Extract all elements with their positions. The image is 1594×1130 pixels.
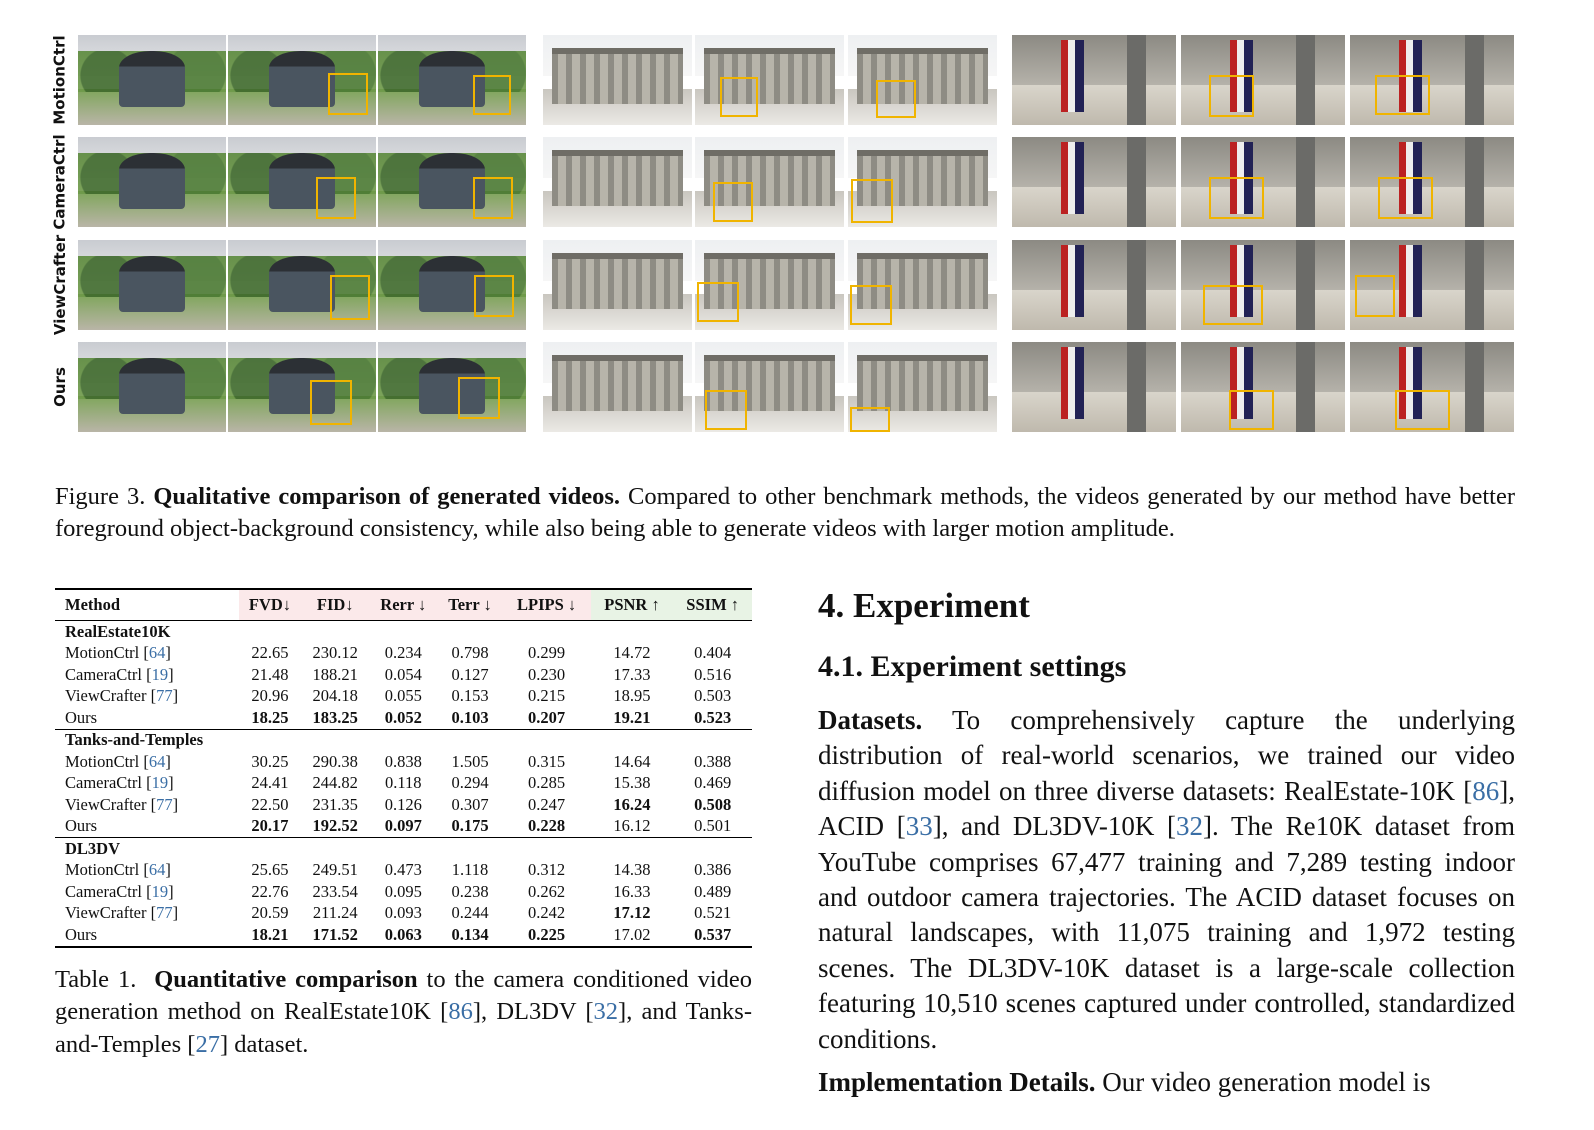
header-terr: Terr ↓: [438, 589, 503, 621]
metric-cell: 0.095: [384, 881, 422, 901]
table-caption: [55, 964, 752, 1062]
video-frame: [78, 35, 226, 125]
metric-cell: 17.12: [613, 903, 651, 923]
table-caption-text: to the camera conditioned video generation method on RealEstate10K [: [55, 965, 753, 1025]
header-psnr: PSNR ↑: [591, 589, 674, 621]
metric-cell: 22.65: [251, 643, 289, 663]
method-cell: MotionCtrl [64]: [65, 860, 171, 880]
metric-cell: 0.097: [384, 816, 422, 836]
highlight-box: [697, 282, 739, 322]
video-frame: [848, 342, 997, 432]
table-row: [55, 643, 752, 665]
metric-cell: 14.64: [613, 751, 651, 771]
highlight-box: [850, 407, 890, 432]
video-frame: [1350, 35, 1514, 125]
video-frame: [543, 240, 692, 330]
metric-cell: 171.52: [301, 924, 369, 947]
metric-cell: 0.103: [451, 707, 489, 727]
video-frame: [543, 137, 692, 227]
metric-cell: 0.175: [451, 816, 489, 836]
video-frame: [1181, 240, 1345, 330]
video-frame: [695, 35, 844, 125]
group-name: Tanks-and-Temples: [55, 729, 752, 751]
metric-cell: 1.118: [451, 860, 489, 880]
method-cell: [55, 924, 239, 947]
highlight-box: [1375, 75, 1430, 115]
group-header-row: [55, 729, 752, 751]
metric-cell: 24.41: [251, 773, 289, 793]
highlight-box: [1395, 390, 1450, 430]
table-1: [55, 588, 752, 1086]
metric-cell: 230.12: [312, 643, 358, 663]
metric-cell: 0.386: [694, 860, 732, 880]
datasets-paragraph: [818, 703, 1515, 1057]
metric-cell: 0.294: [451, 773, 489, 793]
metric-cell: 0.285: [527, 773, 566, 793]
metric-cell: 16.33: [613, 881, 651, 901]
group-name: RealEstate10K: [65, 621, 171, 641]
metric-cell: 17.33: [613, 664, 651, 684]
row-label: [48, 342, 72, 432]
metric-cell: 0.503: [694, 686, 732, 706]
right-column: [818, 585, 1515, 1100]
table-caption-title: Quantitative comparison: [154, 965, 418, 993]
metric-cell: 290.38: [312, 751, 358, 771]
metric-cell: 16.24: [613, 794, 651, 814]
video-frame: [695, 137, 844, 227]
section-title: 4. Experiment: [818, 586, 1030, 625]
paragraph-text: ]. The Re10K dataset from YouTube comprises 67,477 training and 7,289 testing indoor and outdoor camera trajectories. The ACID dataset focuses on natural landscapes, with 11,075 training and 1,972 testing scenes. The DL3DV-10K dataset is a large-scale collection featuring 10,510 scenes captured under controlled, standardized conditions.: [818, 811, 1516, 1054]
video-frame: [848, 137, 997, 227]
video-frame: [228, 137, 376, 227]
metric-cell: 0.798: [451, 643, 489, 663]
table-row: [55, 707, 752, 729]
metric-cell: 0.404: [694, 643, 732, 663]
highlight-box: [1209, 75, 1254, 117]
metric-cell: 0.537: [673, 924, 752, 947]
metric-cell: 0.238: [451, 881, 489, 901]
video-frame: [1181, 137, 1345, 227]
highlight-box: [705, 390, 747, 430]
method-cell: ViewCrafter [77]: [65, 903, 179, 923]
header-method: Method: [55, 589, 239, 621]
video-frame: [848, 240, 997, 330]
metric-cell: 0.215: [527, 686, 566, 706]
table-body: [55, 621, 752, 947]
implementation-paragraph: [818, 1065, 1515, 1100]
metric-cell: 0.228: [527, 816, 566, 836]
highlight-box: [330, 275, 370, 320]
citation-link[interactable]: 19: [151, 881, 169, 901]
table-row: [55, 924, 752, 947]
method-name: Ours: [65, 816, 98, 836]
citation-link[interactable]: 64: [148, 751, 166, 771]
figure-caption-label: Figure 3.: [55, 483, 146, 510]
video-frame: [378, 35, 526, 125]
metric-cell: 0.521: [694, 903, 732, 923]
header-fid: FID↓: [301, 589, 369, 621]
metric-cell: 0.469: [694, 773, 732, 793]
video-frame: [1350, 240, 1514, 330]
metric-cell: 0.207: [527, 707, 566, 727]
figure-caption-title: Qualitative comparison of generated videos.: [153, 483, 621, 510]
metric-cell: 0.063: [369, 924, 438, 947]
highlight-box: [473, 75, 511, 115]
method-name: Ours: [65, 707, 98, 727]
metric-cell: 0.127: [451, 664, 489, 684]
row-label: [48, 234, 72, 336]
metric-cell: 21.48: [251, 664, 289, 684]
metric-cell: 233.54: [312, 881, 358, 901]
citation-link[interactable]: 27: [195, 1030, 220, 1058]
metric-cell: 18.95: [613, 686, 651, 706]
citation-link[interactable]: 32: [593, 998, 619, 1025]
highlight-box: [1203, 285, 1263, 325]
citation-link[interactable]: 77: [156, 686, 173, 706]
video-frame: [378, 240, 526, 330]
header-fvd: FVD↓: [239, 589, 302, 621]
method-cell: [55, 707, 239, 729]
metric-cell: 0.247: [527, 794, 566, 814]
video-frame: [78, 137, 226, 227]
video-frame: [378, 342, 526, 432]
citation-link[interactable]: 86: [448, 998, 473, 1025]
metric-cell: 18.21: [239, 924, 302, 947]
metric-cell: 183.25: [312, 707, 358, 727]
video-frame: [1012, 240, 1176, 330]
highlight-box: [310, 380, 352, 425]
metric-cell: 0.307: [451, 794, 489, 814]
method-cell: ViewCrafter [77]: [65, 794, 179, 814]
method-name: CameraCtrl: [65, 881, 142, 901]
metric-cell: 0.230: [527, 664, 566, 684]
table-row: [55, 751, 752, 773]
citation-link[interactable]: 33: [905, 811, 933, 842]
metric-cell: 231.35: [312, 794, 358, 814]
video-frame: [228, 35, 376, 125]
row-label-text: CameraCtrl: [51, 134, 70, 230]
group-name: DL3DV: [55, 838, 752, 860]
citation-link[interactable]: 77: [156, 903, 173, 923]
metric-cell: 0.508: [694, 794, 732, 814]
highlight-box: [458, 377, 500, 419]
row-label-text: MotionCtrl: [51, 35, 69, 125]
method-cell: MotionCtrl [64]: [65, 643, 171, 663]
metric-cell: 17.02: [591, 924, 674, 947]
metric-cell: 18.25: [251, 707, 289, 727]
table-caption-text: ], DL3DV [: [472, 998, 594, 1025]
metric-cell: 0.242: [527, 903, 566, 923]
method-cell: CameraCtrl [19]: [65, 881, 174, 901]
header-lpips: LPIPS ↓: [502, 589, 590, 621]
implementation-heading: Implementation Details.: [818, 1067, 1096, 1098]
table-row: [55, 773, 752, 795]
video-frame: [848, 35, 997, 125]
method-cell: ViewCrafter [77]: [65, 686, 179, 706]
row-label: [48, 35, 72, 125]
metric-cell: 14.38: [613, 860, 651, 880]
group-header-row: [55, 621, 752, 643]
citation-link[interactable]: 77: [156, 794, 173, 814]
subsection-title: 4.1. Experiment settings: [818, 650, 1127, 683]
figure-caption-text: Compared to other benchmark methods, the videos generated by our method have better foreground object-background consistency, while also being able to generate videos with larger motion amplitude.: [55, 483, 1516, 542]
metric-cell: 0.489: [694, 881, 732, 901]
table-row: [55, 794, 752, 816]
metric-cell: 211.24: [312, 903, 358, 923]
metric-cell: 0.126: [384, 794, 422, 814]
highlight-box: [1209, 177, 1264, 219]
highlight-box: [876, 80, 916, 118]
table-row: [55, 860, 752, 882]
video-frame: [228, 240, 376, 330]
citation-link[interactable]: 19: [151, 773, 169, 793]
metric-cell: 0.516: [694, 664, 732, 684]
method-name: ViewCrafter: [65, 686, 147, 706]
method-name: ViewCrafter: [65, 794, 147, 814]
row-label-text: ViewCrafter: [51, 234, 69, 336]
highlight-box: [850, 285, 892, 325]
highlight-box: [720, 77, 758, 117]
highlight-box: [474, 275, 514, 317]
metric-cell: 0.134: [438, 924, 503, 947]
metric-cell: 249.51: [312, 860, 358, 880]
video-frame: [1350, 137, 1514, 227]
metric-cell: 15.38: [613, 773, 651, 793]
metric-cell: 0.234: [384, 643, 422, 663]
table-caption-text: ], and Tanks-and-Temples [: [55, 998, 752, 1058]
metric-cell: 204.18: [312, 686, 358, 706]
method-cell: CameraCtrl [19]: [65, 664, 174, 684]
video-frame: [1350, 342, 1514, 432]
metric-cell: 0.118: [385, 773, 422, 793]
citation-link[interactable]: 32: [1176, 811, 1204, 842]
citation-link[interactable]: 64: [148, 860, 166, 880]
method-name: CameraCtrl: [65, 773, 142, 793]
metric-cell: 19.21: [613, 707, 651, 727]
metric-cell: 0.262: [527, 881, 566, 901]
video-frame: [78, 342, 226, 432]
group-header-row: [55, 838, 752, 860]
metric-cell: 14.72: [613, 643, 651, 663]
metric-cell: 20.96: [251, 686, 289, 706]
metric-cell: 25.65: [251, 860, 289, 880]
video-frame: [1012, 342, 1176, 432]
method-name: MotionCtrl: [65, 751, 140, 771]
table-header-row: [55, 589, 752, 621]
method-name: Ours: [65, 924, 98, 944]
metric-cell: 0.388: [694, 751, 732, 771]
citation-link[interactable]: 19: [151, 664, 169, 684]
video-frame: [543, 342, 692, 432]
metric-cell: 0.054: [384, 664, 422, 684]
metric-cell: 0.052: [384, 707, 422, 727]
metric-cell: 20.59: [251, 903, 289, 923]
table-row: [55, 903, 752, 925]
metric-cell: 16.12: [613, 816, 651, 836]
row-label: [48, 134, 72, 230]
header-ssim: SSIM ↑: [673, 589, 752, 621]
highlight-box: [1355, 275, 1395, 317]
row-label-text: Ours: [51, 367, 70, 407]
method-cell: MotionCtrl [64]: [65, 751, 171, 771]
method-cell: [55, 816, 239, 838]
highlight-box: [713, 182, 753, 222]
method-name: CameraCtrl: [65, 664, 142, 684]
metric-cell: 0.838: [384, 751, 422, 771]
citation-link[interactable]: 86: [1472, 775, 1500, 806]
paragraph-text: Our video generation model is: [1102, 1067, 1431, 1098]
metric-cell: 0.523: [694, 707, 732, 727]
metric-cell: 0.225: [502, 924, 590, 947]
metric-cell: 0.501: [694, 816, 732, 836]
video-frame: [1012, 137, 1176, 227]
metric-cell: 188.21: [312, 664, 358, 684]
metric-cell: 0.244: [451, 903, 489, 923]
metric-cell: 30.25: [251, 751, 289, 771]
metric-cell: 0.315: [527, 751, 566, 771]
metric-cell: 0.153: [451, 686, 489, 706]
metric-cell: 0.312: [527, 860, 566, 880]
paragraph-text: ], and DL3DV-10K [: [932, 811, 1177, 842]
method-cell: CameraCtrl [19]: [65, 773, 174, 793]
table-row: [55, 686, 752, 708]
highlight-box: [851, 179, 893, 223]
paragraph-text: ], ACID [: [818, 775, 1515, 842]
table-row: [55, 881, 752, 903]
highlight-box: [316, 177, 356, 219]
method-name: ViewCrafter: [65, 903, 147, 923]
metric-cell: 20.17: [251, 816, 289, 836]
highlight-box: [473, 177, 513, 219]
highlight-box: [1378, 177, 1433, 219]
video-frame: [228, 342, 376, 432]
table-row: [55, 664, 752, 686]
header-rerr: Rerr ↓: [369, 589, 438, 621]
video-frame: [1181, 35, 1345, 125]
metric-cell: 0.093: [384, 903, 422, 923]
metric-cell: 22.50: [251, 794, 289, 814]
video-frame: [1012, 35, 1176, 125]
table-row: [55, 816, 752, 838]
figure-caption: [55, 481, 1515, 545]
video-frame: [1181, 342, 1345, 432]
table-caption-text: ] dataset.: [219, 1030, 309, 1058]
video-frame: [78, 240, 226, 330]
metric-cell: 192.52: [312, 816, 358, 836]
highlight-box: [1229, 390, 1274, 430]
video-frame: [695, 342, 844, 432]
video-frame: [695, 240, 844, 330]
metric-cell: 0.473: [384, 860, 422, 880]
table-caption-label: Table 1.: [55, 965, 137, 993]
citation-link[interactable]: 64: [148, 643, 166, 663]
metric-cell: 22.76: [251, 881, 289, 901]
video-frame: [543, 35, 692, 125]
metric-cell: 1.505: [451, 751, 489, 771]
method-name: MotionCtrl: [65, 643, 140, 663]
metric-cell: 244.82: [312, 773, 358, 793]
results-table: [55, 588, 752, 948]
figure-3: [0, 0, 1594, 450]
method-name: MotionCtrl: [65, 860, 140, 880]
paragraph-text: To comprehensively capture the underlying distribution of real-world scenarios, we trained our video diffusion model on three diverse datasets: RealEstate-10K [: [818, 705, 1515, 806]
datasets-heading: Datasets.: [818, 705, 923, 735]
metric-cell: 0.299: [527, 643, 566, 663]
highlight-box: [328, 73, 368, 115]
video-frame: [378, 137, 526, 227]
metric-cell: 0.055: [384, 686, 422, 706]
